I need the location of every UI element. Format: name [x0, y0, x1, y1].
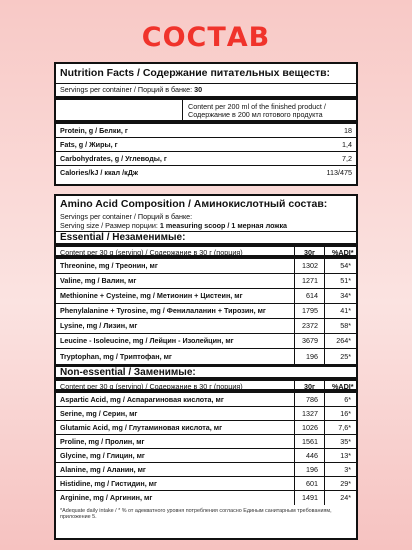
amino-adi: 16*	[340, 408, 351, 418]
amino-heading: Amino Acid Composition / Аминокислотный состав:	[60, 197, 328, 210]
amino-label: Threonine, mg / Треонин, мг	[60, 261, 158, 271]
amino-label: Alanine, mg / Аланин, мг	[60, 464, 146, 474]
amino-value: 601	[306, 478, 318, 488]
page-title: СОСТАВ	[141, 22, 271, 53]
amino-value: 1271	[302, 276, 318, 286]
footnote: *Adequate daily intake / * % от адекватного уровня потребления согласно Единым санитарным требованиям, приложение 5.	[60, 508, 332, 521]
amino-row	[56, 421, 356, 435]
nutrition-row	[56, 124, 356, 138]
col-30g: 30г	[304, 248, 315, 257]
nutrition-row	[56, 152, 356, 166]
amino-label: Glycine, mg / Глицин, мг	[60, 450, 145, 460]
amino-value: 1795	[302, 306, 318, 316]
amino-row	[56, 319, 356, 334]
amino-row	[56, 393, 356, 407]
amino-row	[56, 435, 356, 449]
nutrition-row	[56, 138, 356, 152]
essential-heading: Essential / Незаменимые:	[56, 232, 356, 247]
amino-adi: 24*	[340, 493, 351, 503]
nutrient-value: 7,2	[342, 153, 352, 163]
amino-row	[56, 449, 356, 463]
amino-adi: 3*	[344, 464, 351, 474]
amino-adi: 54*	[340, 261, 351, 271]
nutrition-facts-panel	[54, 62, 358, 186]
amino-acid-panel	[54, 194, 358, 540]
amino-value: 1491	[302, 493, 318, 503]
amino-label: Leucine - Isoleucine, mg / Лейцин - Изолейцин, мг	[60, 336, 234, 346]
column-label: Content per 30 g (serving) / Содержание в 30 г (порция)	[60, 248, 243, 257]
nutrient-label: Carbohydrates, g / Углеводы, г	[60, 153, 167, 163]
amino-value: 786	[306, 394, 318, 404]
amino-label: Serine, mg / Серин, мг	[60, 408, 138, 418]
amino-label: Histidine, mg / Гистидин, мг	[60, 478, 157, 488]
amino-adi: 7,6*	[338, 422, 351, 432]
column-header	[56, 381, 356, 393]
amino-label: Tryptophan, mg / Триптофан, мг	[60, 351, 172, 361]
content-header: Content per 200 ml of the finished product / Содержание в 200 мл готового продукта	[56, 100, 356, 124]
servings-line: Servings per container / Порций в банке: 30	[56, 84, 356, 100]
amino-adi: 25*	[340, 351, 351, 361]
amino-adi: 6*	[344, 394, 351, 404]
amino-adi: 58*	[340, 321, 351, 331]
amino-adi: 41*	[340, 306, 351, 316]
nutrient-value: 18	[344, 125, 352, 135]
amino-label: Aspartic Acid, mg / Аспарагиновая кислота, мг	[60, 394, 224, 404]
col-adi: %ADI*	[332, 382, 354, 391]
amino-row	[56, 274, 356, 289]
amino-value: 1561	[302, 436, 318, 446]
amino-value: 446	[306, 450, 318, 460]
amino-label: Phenylalanine + Tyrosine, mg / Фенилаланин + Тирозин, мг	[60, 306, 266, 316]
servings-value: 30	[194, 85, 203, 95]
amino-row	[56, 304, 356, 319]
amino-label: Proline, mg / Пролин, мг	[60, 436, 145, 446]
amino-adi: 35*	[340, 436, 351, 446]
amino-value: 614	[306, 291, 318, 301]
amino-row	[56, 334, 356, 349]
amino-label: Lysine, mg / Лизин, мг	[60, 321, 138, 331]
nutrient-label: Calories/kJ / ккал /кДж	[60, 168, 138, 178]
amino-label: Arginine, mg / Аргинин, мг	[60, 493, 153, 503]
amino-servings-line: Servings per container / Порций в банке:	[60, 212, 193, 221]
amino-adi: 29*	[340, 478, 351, 488]
amino-value: 1302	[302, 261, 318, 271]
amino-row	[56, 289, 356, 304]
amino-row	[56, 349, 356, 364]
amino-row	[56, 407, 356, 421]
nutrient-label: Protein, g / Белки, г	[60, 125, 128, 135]
amino-adi: 34*	[340, 291, 351, 301]
col-30g: 30г	[304, 382, 315, 391]
nutrient-label: Fats, g / Жиры, г	[60, 139, 118, 149]
amino-row	[56, 491, 356, 505]
column-label: Content per 30 g (serving) / Содержание в 30 г (порция)	[60, 382, 243, 391]
nutrient-value: 113/475	[326, 168, 352, 178]
nutrition-row	[56, 166, 356, 180]
amino-value: 3679	[302, 336, 318, 346]
amino-row	[56, 259, 356, 274]
amino-label: Valine, mg / Валин, мг	[60, 276, 137, 286]
amino-value: 1327	[302, 408, 318, 418]
amino-adi: 51*	[340, 276, 351, 286]
amino-label: Methionine + Cysteine, mg / Метионин + Цистеин, мг	[60, 291, 243, 301]
column-header	[56, 247, 356, 259]
amino-adi: 264*	[336, 336, 351, 346]
amino-row	[56, 477, 356, 491]
amino-value: 1026	[302, 422, 318, 432]
nutrient-value: 1,4	[342, 139, 352, 149]
serving-size-line: Serving size / Размер порции: 1 measuring scoop / 1 мерная ложка	[56, 222, 356, 232]
nonessential-heading: Non-essential / Заменимые:	[56, 364, 356, 381]
amino-value: 2372	[302, 321, 318, 331]
amino-adi: 13*	[340, 450, 351, 460]
amino-label: Glutamic Acid, mg / Глутаминовая кислота, мг	[60, 422, 223, 432]
col-adi: %ADI*	[332, 248, 354, 257]
amino-row	[56, 463, 356, 477]
amino-value: 196	[306, 464, 318, 474]
amino-value: 196	[306, 351, 318, 361]
nutrition-heading: Nutrition Facts / Содержание питательных веществ:	[56, 64, 356, 84]
